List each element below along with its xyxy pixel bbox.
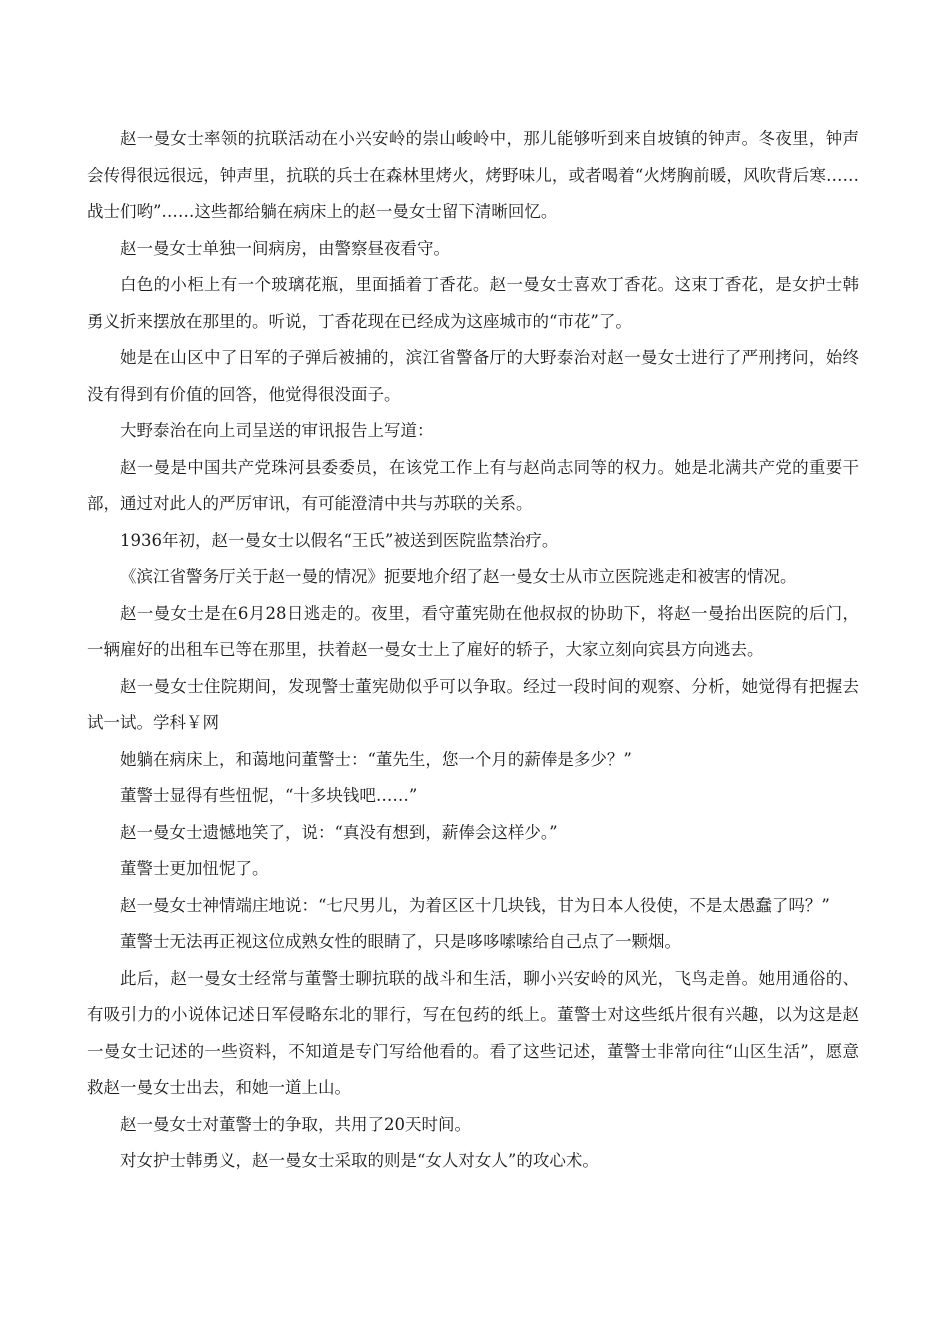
paragraph-1: 赵一曼女士率领的抗联活动在小兴安岭的崇山峻岭中，那儿能够听到来自坡镇的钟声。冬夜里，钟声会传得很远很远，钟声里，抗联的兵士在森林里烤火，烤野味儿，或者喝着“火烤胸前暖，风吹背后寒……战士们哟”……这些都给躺在病床上的赵一曼女士留下清晰回忆。 xyxy=(87,129,859,221)
paragraph-10: 赵一曼女士住院期间，发现警士董宪勋似乎可以争取。经过一段时间的观察、分析，她觉得有把握去试一试。学科￥网 xyxy=(87,676,859,732)
paragraph-13: 赵一曼女士遗憾地笑了，说：“真没有想到，薪俸会这样少。” xyxy=(120,822,558,842)
paragraph-15: 赵一曼女士神情端庄地说：“七尺男儿，为着区区十几块钱，甘为日本人役使，不是太愚蠢了吗？” xyxy=(120,895,830,915)
paragraph-6: 赵一曼是中国共产党珠河县委委员，在该党工作上有与赵尚志同等的权力。她是北满共产党的重要干部，通过对此人的严厉审讯，有可能澄清中共与苏联的关系。 xyxy=(87,457,859,513)
paragraph-12: 董警士显得有些忸怩，“十多块钱吧……” xyxy=(120,786,418,805)
paragraph-5: 大野泰治在向上司呈送的审讯报告上写道： xyxy=(120,421,434,440)
paragraph-2: 赵一曼女士单独一间病房，由警察昼夜看守。 xyxy=(120,238,450,258)
paragraph-19: 对女护士韩勇义，赵一曼女士采取的则是“女人对女人”的攻心术。 xyxy=(120,1151,599,1170)
paragraph-16: 董警士无法再正视这位成熟女性的眼睛了，只是哆哆嗦嗦给自己点了一颗烟。 xyxy=(120,932,681,951)
paragraph-4: 她是在山区中了日军的子弹后被捕的，滨江省警备厅的大野泰治对赵一曼女士进行了严刑拷问，始终没有得到有价值的回答，他觉得很没面子。 xyxy=(87,348,859,404)
paragraph-3: 白色的小柜上有一个玻璃花瓶，里面插着丁香花。赵一曼女士喜欢丁香花。这束丁香花，是女护士韩勇义折来摆放在那里的。听说，丁香花现在已经成为这座城市的“市花”了。 xyxy=(87,275,859,331)
paragraph-17: 此后，赵一曼女士经常与董警士聊抗联的战斗和生活，聊小兴安岭的风光，飞鸟走兽。她用通俗的、有吸引力的小说体记述日军侵略东北的罪行，写在包药的纸上。董警士对这些纸片很有兴趣，以为这是赵一曼女士记述的一些资料，不知道是专门写给他看的。看了这些记述，董警士非常向往“山区生活”，愿意救赵一曼女士出去，和她一道上山。 xyxy=(87,968,859,1097)
paragraph-14: 董警士更加忸怩了。 xyxy=(120,859,269,878)
paragraph-9: 赵一曼女士是在6月28日逃走的。夜里，看守董宪勋在他叔叔的协助下，将赵一曼抬出医院的后门，一辆雇好的出租车已等在那里，扶着赵一曼女士上了雇好的轿子，大家立刻向宾县方向逃去。 xyxy=(87,603,859,659)
document-body xyxy=(87,121,859,1180)
paragraph-18: 赵一曼女士对董警士的争取，共用了20天时间。 xyxy=(120,1114,471,1134)
paragraph-7: 1936年初，赵一曼女士以假名“王氏”被送到医院监禁治疗。 xyxy=(120,530,559,550)
paragraph-11: 她躺在病床上，和蔼地问董警士：“董先生，您一个月的薪俸是多少？” xyxy=(120,749,632,769)
paragraph-8: 《滨江省警务厅关于赵一曼的情况》扼要地介绍了赵一曼女士从市立医院逃走和被害的情况。 xyxy=(120,567,797,586)
